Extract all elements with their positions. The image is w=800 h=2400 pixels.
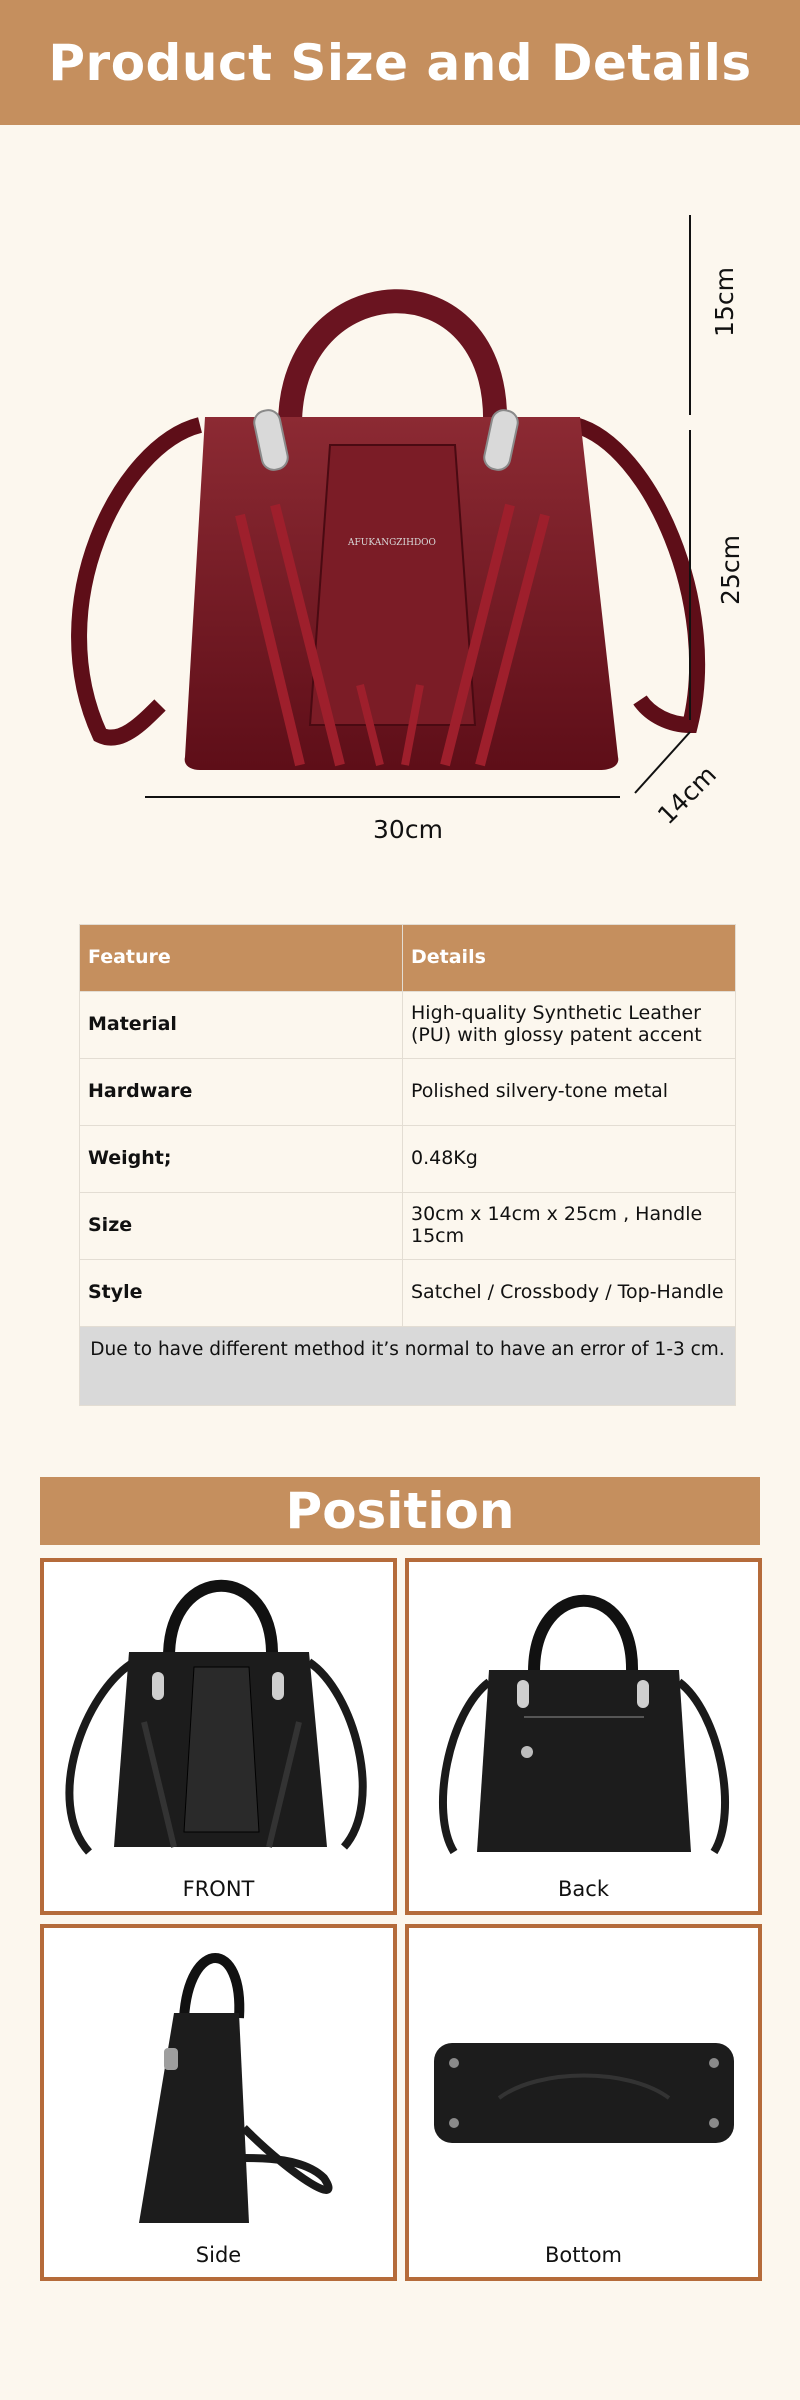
black-bag-back-image (409, 1562, 758, 1911)
table-row (80, 992, 736, 1059)
position-tile-back (405, 1558, 762, 1915)
red-handbag-illustration (0, 125, 800, 885)
black-bag-side-image (44, 1928, 393, 2277)
tile-label-back: Back (558, 1877, 609, 1901)
detail-cell: High-quality Synthetic Leather (PU) with glossy patent accent (403, 992, 736, 1059)
table-row (80, 1126, 736, 1193)
feature-cell: Hardware (80, 1059, 403, 1126)
table-row (80, 1059, 736, 1126)
dim-depth-label: 14cm (652, 760, 722, 830)
tile-label-side: Side (195, 2243, 242, 2267)
position-tile-front (40, 1558, 397, 1915)
spec-table (79, 924, 736, 1406)
dim-width-label: 30cm (373, 815, 443, 844)
col-header-details: Details (403, 925, 736, 992)
size-error-note: Due to have different method it’s normal to have an error of 1-3 cm. (80, 1327, 736, 1406)
col-header-feature: Feature (80, 925, 403, 992)
brand-mark: AFUKANGZIHDOO (348, 538, 436, 548)
position-banner (40, 1477, 760, 1545)
detail-cell: 30cm x 14cm x 25cm , Handle 15cm (403, 1193, 736, 1260)
feature-cell: Material (80, 992, 403, 1059)
feature-cell: Size (80, 1193, 403, 1260)
dim-body-label: 25cm (716, 535, 745, 605)
spec-table-header-row (80, 925, 736, 992)
table-note-row (80, 1327, 736, 1406)
black-bag-front-image (44, 1562, 393, 1911)
black-bag-bottom-image (409, 1928, 758, 2277)
tile-label-front: FRONT (182, 1877, 255, 1901)
detail-cell: Satchel / Crossbody / Top-Handle (403, 1260, 736, 1327)
detail-cell: Polished silvery-tone metal (403, 1059, 736, 1126)
feature-cell: Style (80, 1260, 403, 1327)
table-row (80, 1260, 736, 1327)
position-tile-side (40, 1924, 397, 2281)
feature-cell: Weight; (80, 1126, 403, 1193)
hero-product-section (0, 125, 800, 885)
header-banner (0, 0, 800, 125)
table-row (80, 1193, 736, 1260)
page-title: Product Size and Details (48, 33, 752, 92)
position-tile-bottom (405, 1924, 762, 2281)
position-title: Position (285, 1482, 515, 1540)
detail-cell: 0.48Kg (403, 1126, 736, 1193)
tile-label-bottom: Bottom (544, 2243, 623, 2267)
dim-handle-label: 15cm (710, 267, 739, 337)
